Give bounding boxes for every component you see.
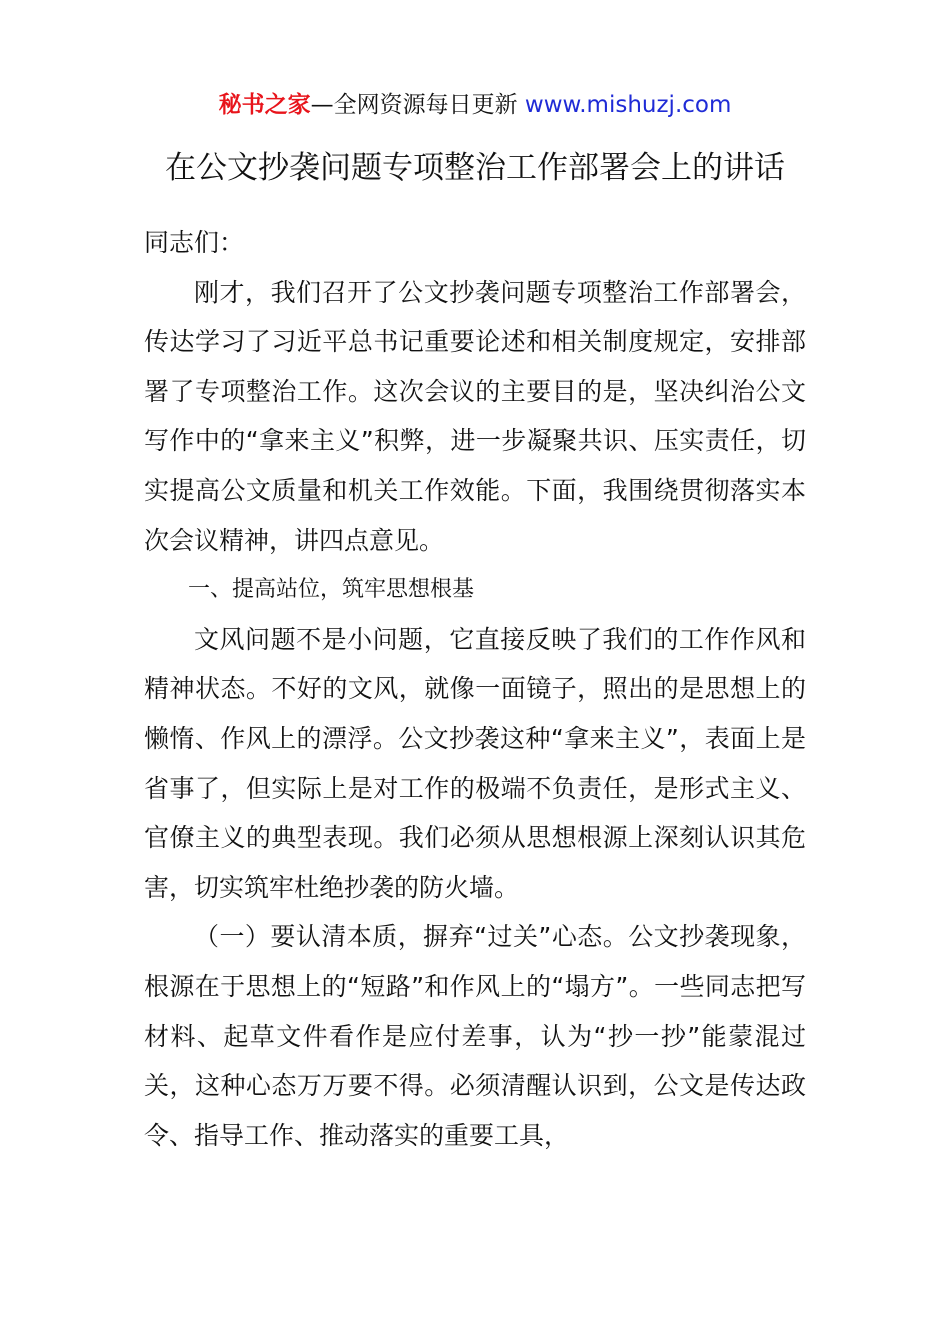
paragraph-intro: 刚才，我们召开了公文抄袭问题专项整治工作部署会，传达学习了习近平总书记重要论述和相关制度规定，安排部署了专项整治工作。这次会议的主要目的是，坚决纠治公文写作中的“拿来主义”积弊，进一步凝聚共识、压实责任，切实提高公文质量和机关工作效能。下面，我围绕贯彻落实本次会议精神，讲四点意见。 [144,277,806,555]
site-header [0,88,950,122]
paragraph-subsection-1: （一）要认清本质，摒弃“过关”心态。公文抄袭现象，根源在于思想上的“短路”和作风上的“塌方”。一些同志把写材料、起草文件看作是应付差事，认为“抄一抄”能蒙混过关，这种心态万万要不得。必须清醒认识到，公文是传达政令、指导工作、推动落实的重要工具， [144,922,806,1150]
paragraph-section-1: 文风问题不是小问题，它直接反映了我们的工作作风和精神状态。不好的文风，就像一面镜子，照出的是思想上的懒惰、作风上的漂浮。公文抄袭这种“拿来主义”，表面上是省事了，但实际上是对工作的极端不负责任，是形式主义、官僚主义的典型表现。我们必须从思想根源上深刻认识其危害，切实筑牢杜绝抄袭的防火墙。 [144,624,806,902]
site-url[interactable]: www.mishuzj.com [524,92,732,118]
site-tagline: —全网资源每日更新 [310,92,525,118]
section-heading-1: 一、提高站位，筑牢思想根基 [188,577,475,603]
document-title: 在公文抄袭问题专项整治工作部署会上的讲话 [165,150,785,186]
salutation: 同志们： [144,228,245,257]
document-body [144,218,806,1160]
site-brand: 秘书之家 [218,92,311,118]
